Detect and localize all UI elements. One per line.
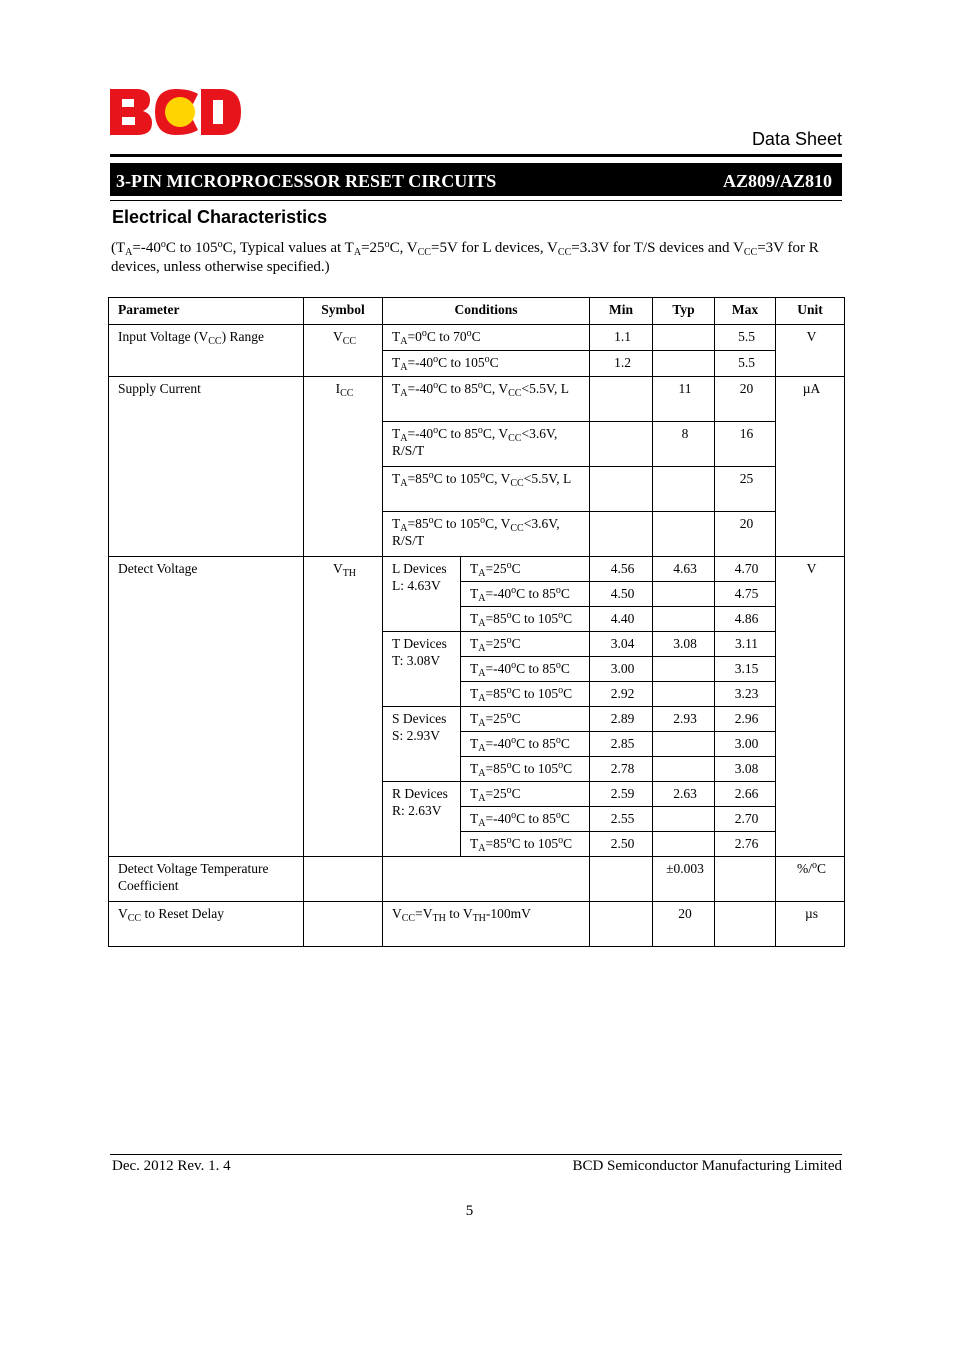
- max-cell: 2.70: [715, 807, 776, 832]
- condition-cell: $T_A=85^oC$ to 105$^o$C: [461, 607, 590, 632]
- header-symbol: Symbol: [304, 298, 383, 325]
- device-group-label: S Devices S: 2.93V: [383, 707, 461, 782]
- section-title: Electrical Characteristics: [112, 207, 328, 227]
- max-cell: 5.5: [715, 325, 776, 351]
- logo-yellow-dot: [165, 97, 195, 127]
- max-cell: 2.76: [715, 832, 776, 857]
- max-cell: 4.86: [715, 607, 776, 632]
- supply-current-unit: µA: [776, 377, 845, 557]
- condition-cell: $T_A=25^oC$: [461, 782, 590, 807]
- reset-delay-row: [109, 902, 845, 947]
- typ-cell: [653, 832, 715, 857]
- typ-cell: [653, 682, 715, 707]
- min-cell: [590, 902, 653, 947]
- max-cell: 25: [715, 467, 776, 512]
- typ-cell: [653, 732, 715, 757]
- min-cell: 4.40: [590, 607, 653, 632]
- max-cell: [715, 857, 776, 902]
- header-min: Min: [590, 298, 653, 325]
- header-rule: [110, 154, 842, 157]
- max-cell: 20: [715, 377, 776, 422]
- reset-delay-parameter: $V_{CC}$ to Reset Delay: [109, 902, 304, 947]
- detect-voltage-symbol: $V_{TH}$: [304, 557, 383, 857]
- banner-title: 3-PIN MICROPROCESSOR RESET CIRCUITS: [116, 171, 497, 191]
- footer-rule: [110, 1154, 842, 1155]
- max-cell: 20: [715, 512, 776, 557]
- header-parameter: Parameter: [109, 298, 304, 325]
- max-cell: 2.66: [715, 782, 776, 807]
- detect-voltage-parameter: Detect Voltage: [109, 557, 304, 857]
- footer-date-revision: Dec. 2012 Rev. 1. 4: [112, 1158, 231, 1174]
- header-max: Max: [715, 298, 776, 325]
- condition-cell: $T_A=85^oC$ to 105$^o$C: [461, 682, 590, 707]
- typ-cell: [653, 607, 715, 632]
- condition-cell: $T_A=85^oC$ to 105$^o$C: [461, 832, 590, 857]
- doc-type-label: Data Sheet: [751, 129, 842, 149]
- device-group-label: T Devices T: 3.08V: [383, 632, 461, 707]
- conditions-note: ($T_A=-40^oC$ to 105$^o$C, Typical values at $T_A=25^oC$, $V_{CC}=5V$ for L devices, $V_{CC}=3.3V$ for T/S devices and $V_{CC}=3V$ for R devices, unless otherwise specified.): [111, 239, 819, 275]
- condition-cell: $T_A=-40^oC$ to 85$^o$C: [461, 807, 590, 832]
- typ-cell: [653, 467, 715, 512]
- max-cell: 3.00: [715, 732, 776, 757]
- header-unit: Unit: [776, 298, 845, 325]
- max-cell: 4.70: [715, 557, 776, 582]
- typ-cell: [653, 325, 715, 351]
- footer-company: BCD Semiconductor Manufacturing Limited: [572, 1158, 842, 1174]
- banner-underline: [110, 200, 842, 201]
- min-cell: 3.04: [590, 632, 653, 657]
- table-row: [109, 377, 845, 422]
- min-cell: 2.78: [590, 757, 653, 782]
- min-cell: 2.55: [590, 807, 653, 832]
- typ-cell: 2.63: [653, 782, 715, 807]
- typ-cell: [653, 807, 715, 832]
- max-cell: 3.08: [715, 757, 776, 782]
- device-group-label: L Devices L: 4.63V: [383, 557, 461, 632]
- min-cell: [590, 857, 653, 902]
- condition-cell: $T_A=25^oC$: [461, 707, 590, 732]
- condition-cell: $T_A=85^oC$ to 105$^o$C, $V_{CC}<5.5V$, L: [383, 467, 590, 512]
- reset-delay-symbol: [304, 902, 383, 947]
- supply-current-symbol: $I_{CC}$: [304, 377, 383, 557]
- typ-cell: 20: [653, 902, 715, 947]
- temp-coeff-parameter: Detect Voltage Temperature Coefficient: [109, 857, 304, 902]
- min-cell: 2.85: [590, 732, 653, 757]
- max-cell: 3.23: [715, 682, 776, 707]
- typ-cell: 11: [653, 377, 715, 422]
- condition-cell: $T_A=-40^oC$ to 85$^o$C, $V_{CC}<3.6V$, R/S/T: [383, 422, 590, 467]
- electrical-characteristics-table: [108, 297, 845, 947]
- device-group-label: R Devices R: 2.63V: [383, 782, 461, 857]
- condition-cell: $T_A=-40^oC$ to 85$^o$C: [461, 657, 590, 682]
- condition-cell: $T_A=-40^oC$ to 85$^o$C: [461, 582, 590, 607]
- condition-cell: $T_A=-40^oC$ to 85$^o$C, $V_{CC}<5.5V$, L: [383, 377, 590, 422]
- min-cell: [590, 377, 653, 422]
- supply-current-parameter: Supply Current: [109, 377, 304, 557]
- min-cell: 2.89: [590, 707, 653, 732]
- max-cell: 16: [715, 422, 776, 467]
- max-cell: [715, 902, 776, 947]
- typ-cell: [653, 657, 715, 682]
- min-cell: 2.50: [590, 832, 653, 857]
- header-conditions: Conditions: [383, 298, 590, 325]
- table-row: [109, 325, 845, 351]
- bcd-logo: [110, 89, 241, 135]
- temp-coeff-condition: [383, 857, 590, 902]
- condition-cell: $T_A=0^oC$ to 70$^o$C: [383, 325, 590, 351]
- min-cell: [590, 467, 653, 512]
- condition-cell: $T_A=-40^oC$ to 85$^o$C: [461, 732, 590, 757]
- condition-cell: $T_A=25^oC$: [461, 557, 590, 582]
- min-cell: [590, 512, 653, 557]
- typ-cell: [653, 582, 715, 607]
- table-row: [109, 557, 845, 582]
- typ-cell: [653, 757, 715, 782]
- typ-cell: [653, 351, 715, 377]
- input-voltage-parameter: Input Voltage $(V_{CC})$ Range: [109, 325, 304, 377]
- min-cell: 3.00: [590, 657, 653, 682]
- typ-cell: ±0.003: [653, 857, 715, 902]
- typ-cell: 2.93: [653, 707, 715, 732]
- max-cell: 5.5: [715, 351, 776, 377]
- condition-cell: $T_A=85^oC$ to 105$^o$C: [461, 757, 590, 782]
- max-cell: 3.15: [715, 657, 776, 682]
- typ-cell: [653, 512, 715, 557]
- min-cell: 4.56: [590, 557, 653, 582]
- detect-voltage-unit: V: [776, 557, 845, 857]
- min-cell: 2.92: [590, 682, 653, 707]
- condition-cell: $T_A=-40^oC$ to 105$^o$C: [383, 351, 590, 377]
- title-banner: [110, 163, 842, 196]
- min-cell: 4.50: [590, 582, 653, 607]
- input-voltage-unit: V: [776, 325, 845, 377]
- max-cell: 3.11: [715, 632, 776, 657]
- temp-coeff-symbol: [304, 857, 383, 902]
- part-number: AZ809/AZ810: [722, 171, 832, 191]
- input-voltage-symbol: $V_{CC}$: [304, 325, 383, 377]
- page-number: 5: [465, 1203, 474, 1219]
- typ-cell: 3.08: [653, 632, 715, 657]
- max-cell: 4.75: [715, 582, 776, 607]
- typ-cell: 8: [653, 422, 715, 467]
- max-cell: 2.96: [715, 707, 776, 732]
- condition-cell: $T_A=85^oC$ to 105$^o$C, $V_{CC}<3.6V$, R/S/T: [383, 512, 590, 557]
- reset-delay-condition: $V_{CC}=V_{TH}$ to $V_{TH}-100mV$: [383, 902, 590, 947]
- header-typ: Typ: [653, 298, 715, 325]
- min-cell: 1.2: [590, 351, 653, 377]
- table-header-row: [109, 298, 845, 325]
- reset-delay-unit: µs: [776, 902, 845, 947]
- min-cell: [590, 422, 653, 467]
- temp-coeff-row: [109, 857, 845, 902]
- typ-cell: 4.63: [653, 557, 715, 582]
- min-cell: 2.59: [590, 782, 653, 807]
- min-cell: 1.1: [590, 325, 653, 351]
- condition-cell: $T_A=25^oC$: [461, 632, 590, 657]
- temp-coeff-unit: %/$^o$C: [776, 857, 845, 902]
